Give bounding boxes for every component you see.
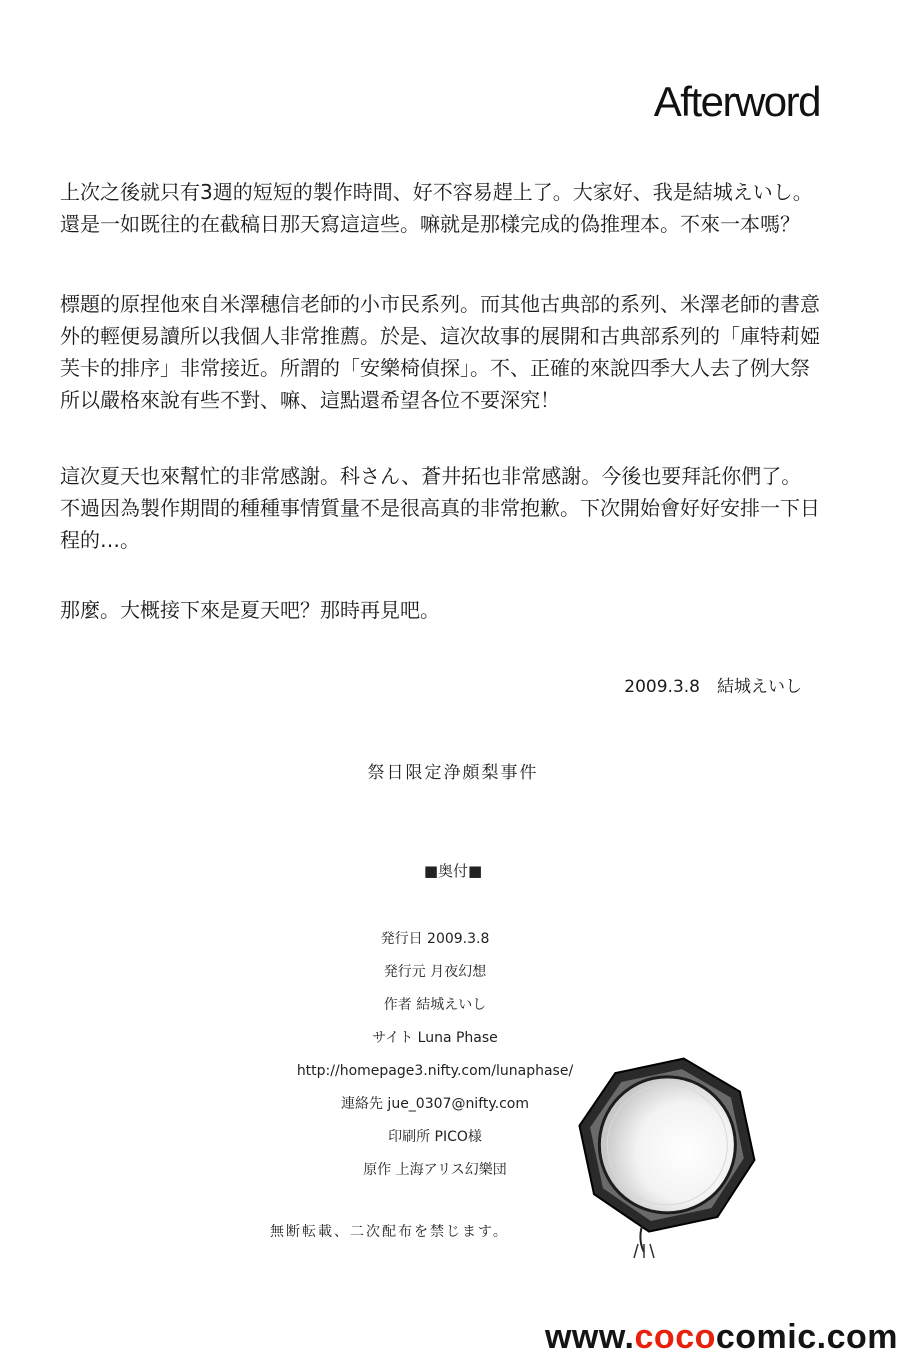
colophon-line-contact: 連絡先 jue_0307@nifty.com — [340, 1096, 530, 1112]
colophon-line-url: http://homepage3.nifty.com/lunaphase/ — [296, 1063, 574, 1079]
colophon-line-site: サイト Luna Phase — [372, 1030, 498, 1046]
octagonal-mirror-illustration — [572, 1048, 762, 1260]
afterword-paragraph — [60, 460, 820, 556]
colophon-line-printer: 印刷所 PICO様 — [388, 1129, 482, 1145]
watermark-prefix: www. — [544, 1318, 635, 1356]
watermark-suffix: comic.com — [715, 1318, 898, 1356]
afterword-paragraph — [60, 176, 820, 240]
colophon-line-original: 原作 上海アリス幻樂団 — [363, 1162, 507, 1178]
colophon-line-publisher: 発行元 月夜幻想 — [383, 964, 487, 980]
afterword-paragraph — [60, 594, 820, 626]
date-signature: 2009.3.8 結城えいし — [624, 677, 802, 697]
copyright-notice: 無断転載、二次配布を禁じます。 — [270, 1224, 509, 1240]
colophon-line-issue-date: 発行日 2009.3.8 — [380, 931, 490, 947]
work-title: 祭日限定浄頗梨事件 — [367, 763, 539, 783]
afterword-paragraph — [60, 288, 820, 416]
watermark-accent: coco — [634, 1318, 716, 1356]
colophon-line-author: 作者 結城えいし — [383, 997, 487, 1013]
paragraph-text: 那麼。大概接下來是夏天吧？那時再見吧。 — [60, 598, 440, 622]
paragraph-text: 上次之後就只有3週的短短的製作時間、好不容易趕上了。大家好、我是結城えいし。還是一如既往的在截稿日那天寫這這些。嘛就是那樣完成的偽推理本。不來一本嗎？ — [60, 180, 813, 236]
page-heading: Afterword — [653, 78, 820, 125]
colophon-header: ■奥付■ — [423, 862, 483, 880]
paragraph-text: 標題的原捏他來自米澤穗信老師的小市民系列。而其他古典部的系列、米澤老師的書意外的輕便易讀所以我個人非常推薦。於是、這次故事的展開和古典部系列的「庫特莉婭芙卡的排序」非常接近。所謂的「安樂椅偵探」。不、正確的來說四季大人去了例大祭所以嚴格來說有些不對、嘛、這點還希望各位不要深究！ — [60, 292, 820, 412]
site-watermark — [545, 1318, 898, 1357]
paragraph-text: 這次夏天也來幫忙的非常感謝。科さん、蒼井拓也非常感謝。今後也要拜託你們了。不過因為製作期間的種種事情質量不是很高真的非常抱歉。下次開始會好好安排一下日程的…。 — [60, 464, 820, 552]
